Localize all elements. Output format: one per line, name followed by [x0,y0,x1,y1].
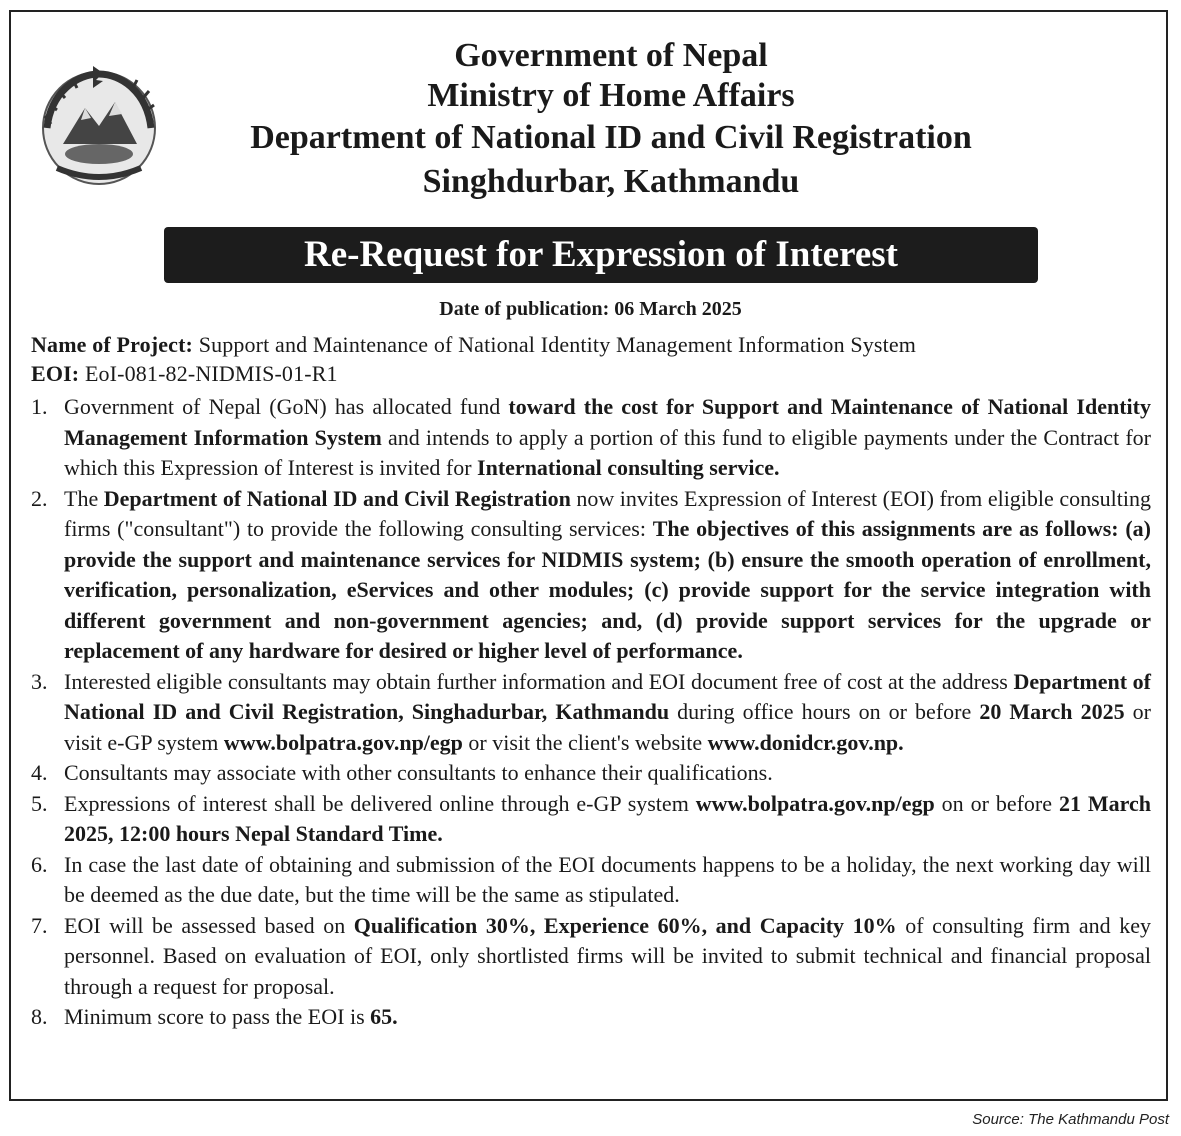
clause-text-bold: 21 March 2025, 12:00 hours Nepal Standard Time. [64,790,1151,846]
clause-text: Interested eligible consultants may obtain further information and EOI document free of cost at the address [64,668,1014,694]
clause-number: 2. [31,485,48,511]
clause-number: 6. [31,851,48,877]
header-ministry: Ministry of Home Affairs [427,77,795,114]
project-name-row [31,330,1153,359]
project-name-value: Support and Maintenance of National Identity Management Information System [198,332,917,357]
clause-text: on or before [934,790,1059,816]
clause-number: 7. [31,912,48,938]
project-info [31,330,1153,388]
clause-text-bold: Department of National ID and Civil Registration, Singhadurbar, Kathmandu [64,668,1151,724]
clause-text: now invites Expression of Interest (EOI) from eligible consulting firms ("consultant") to provide the following consulting services: [64,485,1151,541]
header-department: Department of National ID and Civil Registration [250,119,972,156]
clause-number: 3. [31,668,48,694]
eoi-clause [31,392,1151,484]
clause-text: Expressions of interest shall be delivered online through e-GP system [64,790,696,816]
clause-text: or visit the client's website [462,729,708,755]
eoi-clause [31,850,1151,911]
clause-text: and intends to apply a portion of this fund to eligible payments under the Contract for which this Expression of Interest is invited for [64,424,1151,480]
header-location: Singhdurbar, Kathmandu [422,163,800,200]
clause-text: In case the last date of obtaining and submission of the EOI documents happens to be a holiday, the next working day will be deemed as the due date, but the time will be the same as stipulated. [64,851,1151,907]
clause-text: Consultants may associate with other consultants to enhance their qualifications. [64,760,773,785]
clause-number: 5. [31,790,48,816]
clause-text: or visit e-GP system [64,699,1151,755]
clause-text-bold: Qualification 30%, Experience 60%, and Capacity 10% [353,912,897,938]
clause-text-bold: www.donidcr.gov.np. [707,729,904,755]
publication-date: Date of publication: 06 March 2025 [439,298,742,320]
clause-text-bold: Department of National ID and Civil Registration [103,485,571,511]
notice-title-banner: Re-Request for Expression of Interest [164,227,1038,283]
clause-text-bold: 20 March 2025 [979,699,1125,724]
project-name-label: Name of Project: [31,332,194,357]
clause-text: The [64,485,104,511]
clause-text: during office hours on or before [669,699,980,724]
eoi-clause [31,789,1151,850]
clause-number: 1. [31,394,48,419]
clause-text: Government of Nepal (GoN) has allocated fund [64,394,509,419]
source-credit: Source: The Kathmandu Post [972,1111,1169,1128]
clause-text-bold: 65. [370,1004,398,1029]
clause-text: of consulting firm and key personnel. Based on evaluation of EOI, only shortlisted firms will be invited to submit technical and financial proposal through a request for proposal. [64,912,1151,999]
clause-text-bold: International consulting service. [477,455,780,480]
clause-text-bold: www.bolpatra.gov.np/egp [223,729,463,755]
nepal-emblem-icon [35,58,163,188]
eoi-label: EOI: [31,361,80,386]
clause-text-bold: toward the cost for Support and Maintenance of National Identity Management Information System [64,394,1151,450]
header-government: Government of Nepal [454,37,768,74]
notice-frame [9,10,1168,1101]
clause-text-bold: The objectives of this assignments are as follows: (a) provide the support and maintenance services for NIDMIS system; (b) ensure the smooth operation of enrollment, verification, personalization, eServices and other modules; (c) provide support for the service integration with different government and non-government agencies; and, (d) provide support services for the upgrade or replacement of any hardware for desired or higher level of performance. [64,516,1151,663]
clause-number: 4. [31,760,48,785]
eoi-clause [31,484,1151,667]
clause-number: 8. [31,1004,48,1029]
eoi-clause [31,667,1151,759]
eoi-clause [31,911,1151,1003]
eoi-row [31,359,1153,388]
eoi-terms-list [31,392,1151,1033]
eoi-clause [31,758,1151,789]
clause-text: EOI will be assessed based on [64,912,354,938]
eoi-value: EoI-081-82-NIDMIS-01-R1 [84,361,338,386]
eoi-clause [31,1002,1151,1033]
clause-text-bold: www.bolpatra.gov.np/egp [695,790,935,816]
clause-text: Minimum score to pass the EOI is [64,1004,371,1029]
